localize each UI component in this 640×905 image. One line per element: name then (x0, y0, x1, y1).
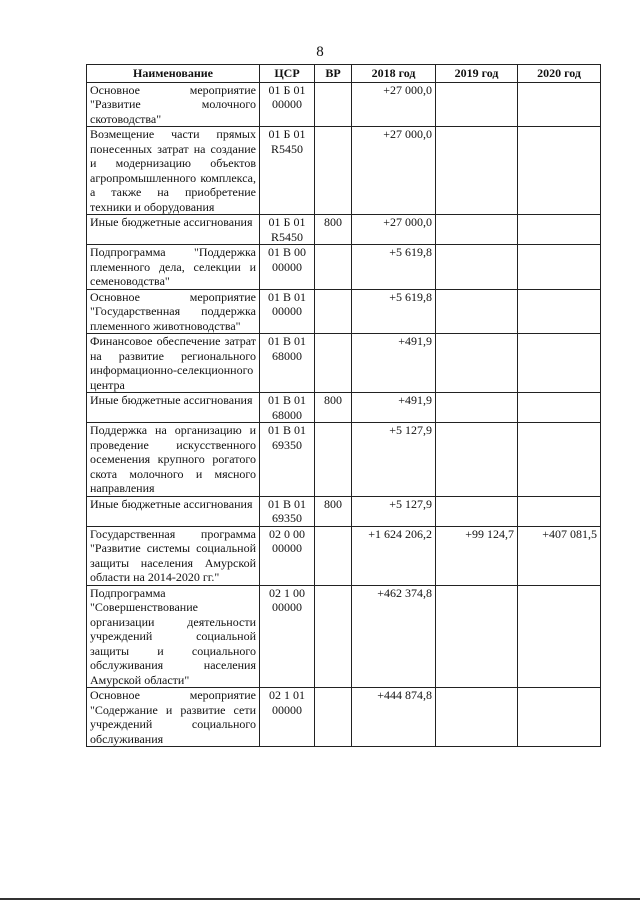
table-row (87, 496, 601, 526)
cell-csr: 02 0 00 00000 (260, 526, 315, 585)
cell-vr (315, 334, 352, 393)
cell-csr: 01 В 01 69350 (260, 496, 315, 526)
cell-2020 (518, 688, 601, 747)
cell-2019 (436, 82, 518, 127)
cell-2019: +99 124,7 (436, 526, 518, 585)
cell-name: Иные бюджетные ассигнования (87, 393, 260, 423)
cell-2018: +27 000,0 (352, 127, 436, 215)
table-row (87, 526, 601, 585)
cell-vr (315, 127, 352, 215)
cell-2019 (436, 688, 518, 747)
cell-csr: 01 Б 01 00000 (260, 82, 315, 127)
cell-vr (315, 688, 352, 747)
cell-csr: 01 Б 01 R5450 (260, 215, 315, 245)
page-number: 8 (316, 44, 324, 60)
cell-2020: +407 081,5 (518, 526, 601, 585)
cell-2020 (518, 82, 601, 127)
cell-name: Основное мероприятие "Государственная поддержка племенного животноводства" (87, 289, 260, 334)
cell-vr (315, 82, 352, 127)
cell-csr: 02 1 01 00000 (260, 688, 315, 747)
table-row (87, 423, 601, 497)
cell-name: Финансовое обеспечение затрат на развитие регионального информационно-селекционного центра (87, 334, 260, 393)
cell-vr (315, 289, 352, 334)
cell-2019 (436, 127, 518, 215)
table-row (87, 82, 601, 127)
cell-csr: 01 В 01 68000 (260, 393, 315, 423)
cell-2020 (518, 585, 601, 688)
table-row (87, 585, 601, 688)
cell-2019 (436, 393, 518, 423)
cell-name: Подпрограмма "Совершенствование организации деятельности учреждений социальной защиты и социального обслуживания населения Амурской области" (87, 585, 260, 688)
cell-vr: 800 (315, 496, 352, 526)
cell-2018: +5 127,9 (352, 496, 436, 526)
cell-2020 (518, 215, 601, 245)
cell-2019 (436, 245, 518, 290)
cell-name: Государственная программа "Развитие системы социальной защиты населения Амурской области на 2014-2020 гг." (87, 526, 260, 585)
cell-name: Иные бюджетные ассигнования (87, 496, 260, 526)
cell-2018: +27 000,0 (352, 215, 436, 245)
header-2020: 2020 год (518, 65, 601, 83)
cell-2019 (436, 289, 518, 334)
cell-vr: 800 (315, 393, 352, 423)
cell-2018: +5 619,8 (352, 245, 436, 290)
cell-2020 (518, 393, 601, 423)
header-name: Наименование (87, 65, 260, 83)
cell-name: Возмещение части прямых понесенных затрат на создание и модернизацию объектов агропромышленного комплекса, а также на приобретение техники и оборудования (87, 127, 260, 215)
cell-2018: +1 624 206,2 (352, 526, 436, 585)
table-row (87, 688, 601, 747)
cell-2019 (436, 334, 518, 393)
cell-2020 (518, 127, 601, 215)
cell-name: Иные бюджетные ассигнования (87, 215, 260, 245)
cell-2019 (436, 585, 518, 688)
header-csr: ЦСР (260, 65, 315, 83)
cell-2018: +5 619,8 (352, 289, 436, 334)
cell-2020 (518, 289, 601, 334)
table-row (87, 334, 601, 393)
page-bottom-edge (0, 898, 640, 900)
table-header-row (87, 65, 601, 83)
cell-vr (315, 585, 352, 688)
cell-name: Основное мероприятие "Развитие молочного скотоводства" (87, 82, 260, 127)
cell-2019 (436, 215, 518, 245)
cell-vr (315, 423, 352, 497)
cell-csr: 01 Б 01 R5450 (260, 127, 315, 215)
cell-csr: 01 В 01 68000 (260, 334, 315, 393)
cell-2018: +491,9 (352, 334, 436, 393)
cell-csr: 02 1 00 00000 (260, 585, 315, 688)
table-row (87, 289, 601, 334)
cell-csr: 01 В 01 69350 (260, 423, 315, 497)
cell-2018: +444 874,8 (352, 688, 436, 747)
cell-2019 (436, 496, 518, 526)
cell-2020 (518, 245, 601, 290)
cell-csr: 01 В 01 00000 (260, 289, 315, 334)
cell-vr (315, 245, 352, 290)
table-row (87, 245, 601, 290)
cell-2018: +5 127,9 (352, 423, 436, 497)
header-2019: 2019 год (436, 65, 518, 83)
header-vr: ВР (315, 65, 352, 83)
cell-2018: +27 000,0 (352, 82, 436, 127)
cell-2019 (436, 423, 518, 497)
cell-2020 (518, 423, 601, 497)
cell-2018: +462 374,8 (352, 585, 436, 688)
cell-name: Основное мероприятие "Содержание и развитие сети учреждений социального обслуживания (87, 688, 260, 747)
cell-vr (315, 526, 352, 585)
cell-name: Подпрограмма "Поддержка племенного дела, селекции и семеноводства" (87, 245, 260, 290)
table-row (87, 127, 601, 215)
header-2018: 2018 год (352, 65, 436, 83)
cell-csr: 01 В 00 00000 (260, 245, 315, 290)
budget-table (86, 64, 601, 747)
cell-vr: 800 (315, 215, 352, 245)
cell-2020 (518, 334, 601, 393)
table-row (87, 393, 601, 423)
cell-2018: +491,9 (352, 393, 436, 423)
table-row (87, 215, 601, 245)
cell-name: Поддержка на организацию и проведение искусственного осеменения крупного рогатого скота молочного и мясного направления (87, 423, 260, 497)
cell-2020 (518, 496, 601, 526)
